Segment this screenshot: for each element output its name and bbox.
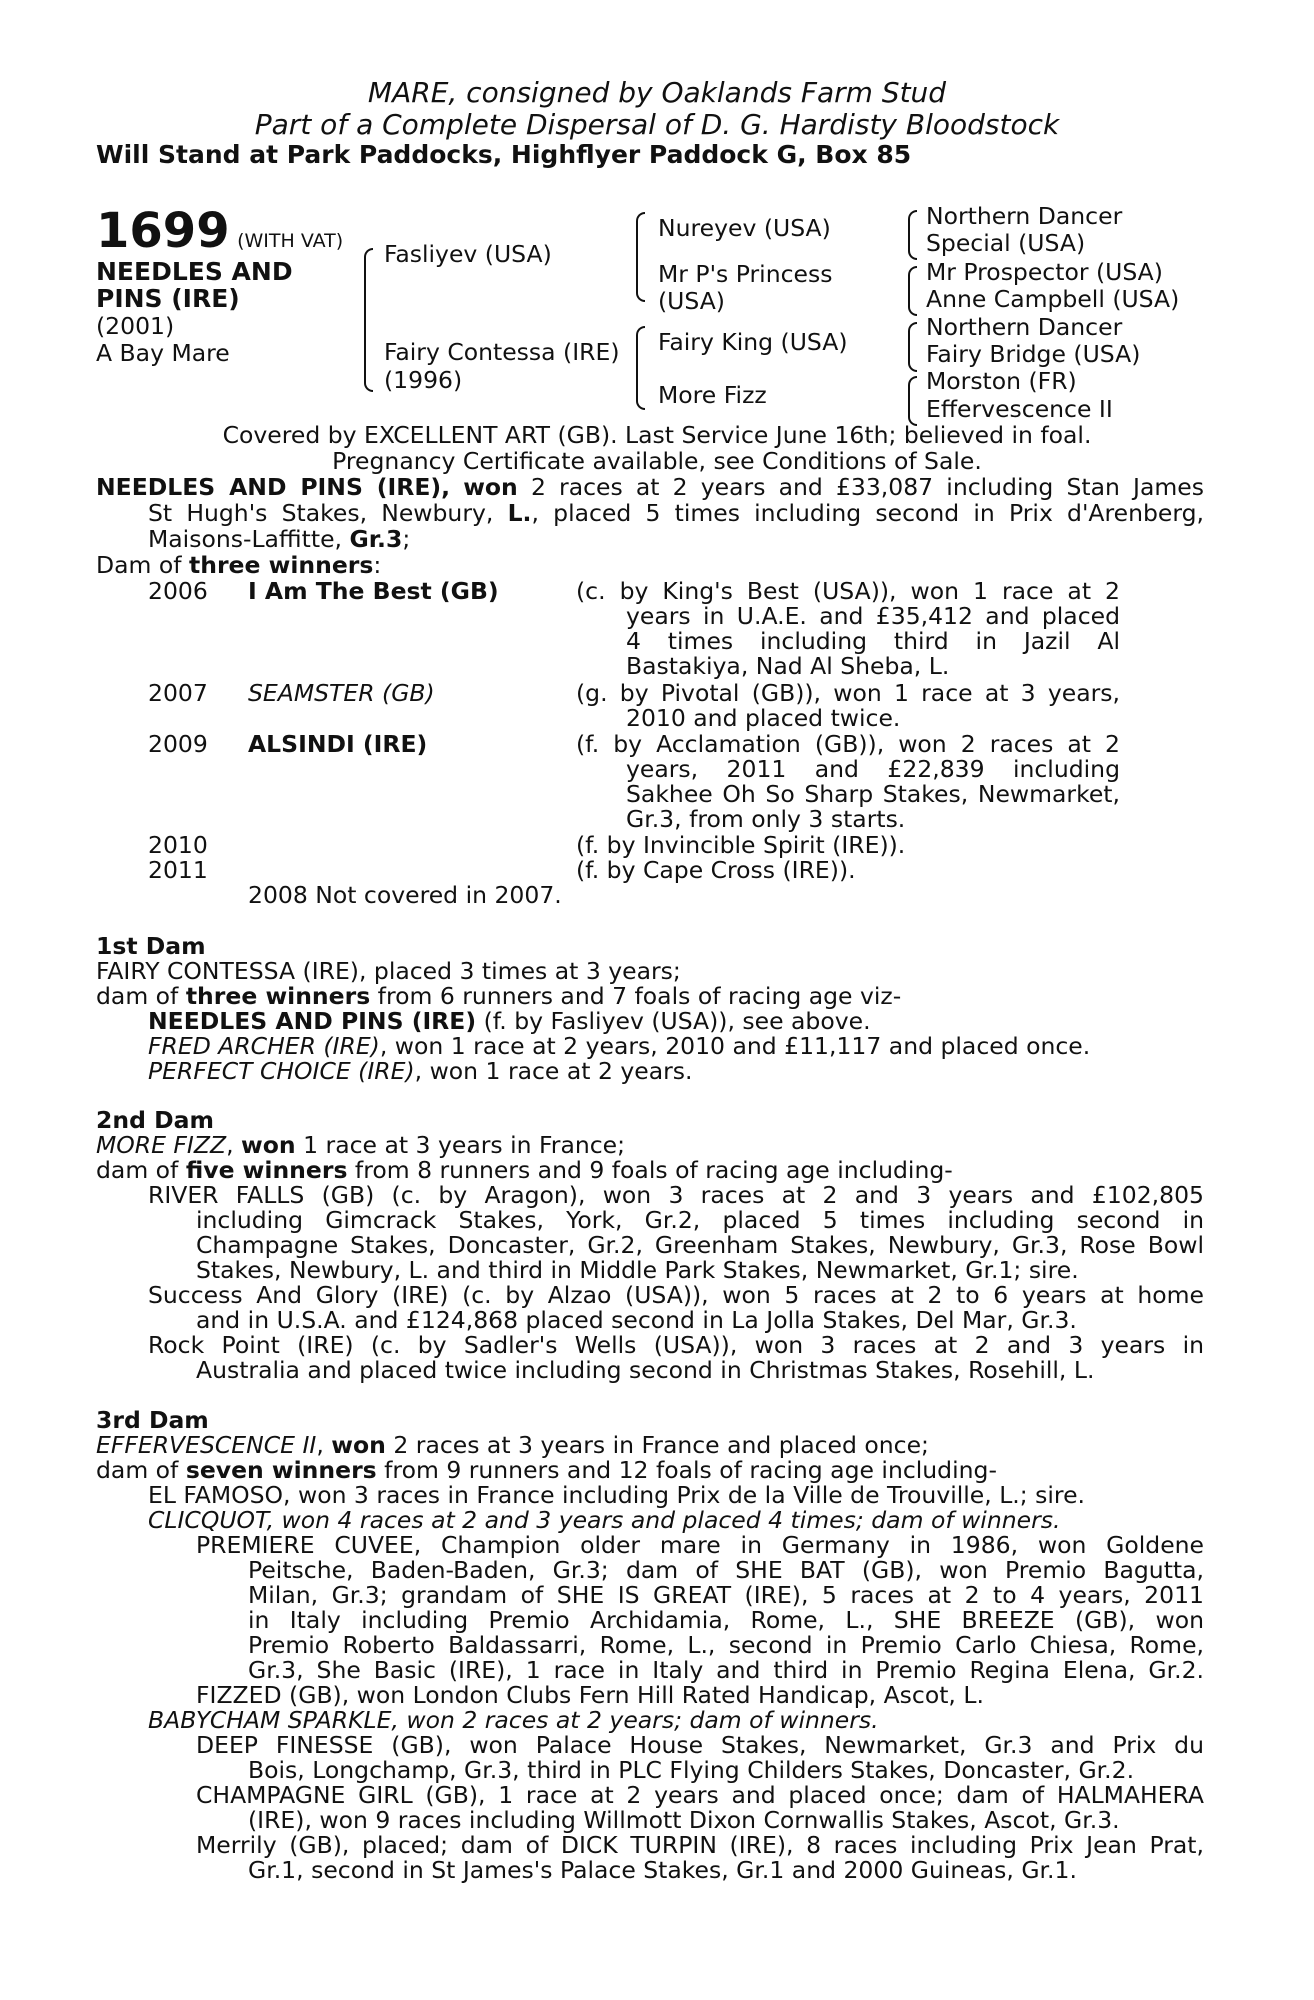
premiere-cuvee-line: Peitsche, Baden-Baden, Gr.3; dam of SHE BAT (GB), won Premio Bagutta, xyxy=(248,1556,1204,1584)
produce-desc-line: Sakhee Oh So Sharp Stakes, Newmarket, xyxy=(626,780,1120,808)
produce-desc-line: (c. by King's Best (USA)), won 1 race at 2 xyxy=(576,577,1120,605)
pedigree-dam: Fairy Contessa (IRE) xyxy=(384,338,620,366)
pedigree-dsd: Fairy Bridge (USA) xyxy=(926,340,1141,368)
brace-dam xyxy=(636,326,645,410)
pedigree-ddd: Effervescence II xyxy=(926,395,1113,423)
second-dam-heading: 2nd Dam xyxy=(96,1106,214,1134)
consignor-heading: MARE, consigned by Oaklands Farm Stud xyxy=(367,76,947,109)
deep-finesse-line: DEEP FINESSE (GB), won Palace House Stakes, Newmarket, Gr.3 and Prix du xyxy=(196,1731,1204,1759)
record-won: won xyxy=(463,473,518,501)
pedigree-sire-sire: Nureyev (USA) xyxy=(658,214,831,242)
success-glory-line: Success And Glory (IRE) (c. by Alzao (USA)), won 5 races at 2 to 6 years at home xyxy=(148,1281,1204,1309)
champagne-girl-line: (IRE), won 9 races including Willmott Dixon Cornwallis Stakes, Ascot, Gr.3. xyxy=(248,1806,1120,1834)
rock-point-line: Rock Point (IRE) (c. by Sadler's Wells (USA)), won 3 races at 2 and 3 years in xyxy=(148,1331,1204,1359)
first-dam-produce xyxy=(148,1009,871,1035)
dam-of-pre: Dam of xyxy=(96,551,182,579)
merrily-line: Gr.1, second in St James's Palace Stakes, Gr.1 and 2000 Guineas, Gr.1. xyxy=(248,1856,1077,1884)
pedigree-dam-year: (1996) xyxy=(384,366,463,394)
first-dam-line2 xyxy=(96,984,901,1010)
deep-finesse-line: Bois, Longchamp, Gr.3, third in PLC Flying Childers Stakes, Doncaster, Gr.2. xyxy=(248,1756,1135,1784)
pedigree-sds: Mr Prospector (USA) xyxy=(926,258,1163,286)
second-dam-line1: MORE FIZZ, won 1 race at 3 years in France; xyxy=(96,1131,626,1159)
record-text2: St Hugh's Stakes, Newbury, xyxy=(148,499,494,527)
clicquot-line: CLICQUOT, won 4 races at 2 and 3 years and placed 4 times; dam of winners. xyxy=(148,1506,1061,1534)
record-text1: 2 races at 2 years and £33,087 including Stan James xyxy=(530,473,1204,501)
race-record-line3 xyxy=(148,527,410,553)
produce-desc-line: (f. by Acclamation (GB)), won 2 races at 2 xyxy=(576,730,1120,758)
winner-count: seven winners xyxy=(185,1456,377,1484)
horse-name-line1: NEEDLES AND xyxy=(96,257,293,286)
first-dam-produce xyxy=(148,1034,1090,1060)
pedigree-dam-sire: Fairy King (USA) xyxy=(658,328,848,356)
horse-name: FRED ARCHER (IRE) xyxy=(148,1032,380,1060)
dam-of-count: three winners xyxy=(189,551,374,579)
lot-number: 1699 xyxy=(96,203,230,259)
not-covered-note: 2008 Not covered in 2007. xyxy=(248,881,562,909)
pedigree-sire: Fasliyev (USA) xyxy=(384,240,552,268)
pedigree-sire-dam-2: (USA) xyxy=(658,287,725,315)
pregnancy-note: Pregnancy Certificate available, see Conditions of Sale. xyxy=(332,447,982,475)
pedigree-ssd: Special (USA) xyxy=(926,229,1086,257)
river-falls-line: Champagne Stakes, Doncaster, Gr.2, Greenham Stakes, Newbury, Gr.3, Rose Bowl xyxy=(196,1231,1204,1259)
pedigree-sdd: Anne Campbell (USA) xyxy=(926,285,1180,313)
third-dam-heading: 3rd Dam xyxy=(96,1406,209,1434)
premiere-cuvee-line: PREMIERE CUVEE, Champion older mare in Germany in 1986, won Goldene xyxy=(196,1531,1204,1559)
dispersal-heading: Part of a Complete Dispersal of D. G. Hardisty Bloodstock xyxy=(254,108,1060,141)
brace-sd xyxy=(908,266,917,316)
produce-year: 2010 xyxy=(148,831,208,859)
race-record-line1 xyxy=(96,475,1204,501)
produce-name: SEAMSTER (GB) xyxy=(248,679,435,707)
river-falls-line: Stakes, Newbury, L. and third in Middle Park Stakes, Newmarket, Gr.1; sire. xyxy=(196,1256,1079,1284)
river-falls-line: including Gimcrack Stakes, York, Gr.2, placed 5 times including second in xyxy=(196,1206,1204,1234)
pedigree-dss: Northern Dancer xyxy=(926,313,1123,341)
brace-sire xyxy=(636,212,645,302)
first-dam-line1: FAIRY CONTESSA (IRE), placed 3 times at 3 years; xyxy=(96,957,681,985)
river-falls-line: RIVER FALLS (GB) (c. by Aragon), won 3 races at 2 and 3 years and £102,805 xyxy=(148,1181,1204,1209)
fizzed-line: FIZZED (GB), won London Clubs Fern Hill Rated Handicap, Ascot, L. xyxy=(196,1681,984,1709)
rock-point-line: Australia and placed twice including second in Christmas Stakes, Rosehill, L. xyxy=(196,1356,1095,1384)
winner-count: five winners xyxy=(185,1156,348,1184)
covered-note: Covered by EXCELLENT ART (GB). Last Service June 16th; believed in foal. xyxy=(222,421,1092,449)
produce-desc-line: (g. by Pivotal (GB)), won 1 race at 3 years, xyxy=(576,679,1120,707)
text: from 6 runners and 7 foals of racing age viz- xyxy=(377,982,902,1010)
horse-name: EFFERVESCENCE II xyxy=(96,1431,317,1459)
horse-description: A Bay Mare xyxy=(96,339,230,367)
second-dam-line2 xyxy=(96,1158,953,1184)
brace-ss xyxy=(908,210,917,260)
won-label: won xyxy=(241,1131,296,1159)
brace-dd xyxy=(908,376,917,426)
premiere-cuvee-line: in Italy including Premio Archidamia, Rome, L., SHE BREEZE (GB), won xyxy=(248,1606,1204,1634)
produce-year: 2011 xyxy=(148,856,208,884)
babycham-line: BABYCHAM SPARKLE, won 2 races at 2 years; dam of winners. xyxy=(148,1706,879,1734)
vat-note: (WITH VAT) xyxy=(237,230,344,252)
text: 2 races at 3 years in France and placed once; xyxy=(393,1431,929,1459)
record-text3: , placed 5 times including second in Prix d'Arenberg, xyxy=(531,499,1204,527)
record-horse-name: NEEDLES AND PINS (IRE), xyxy=(96,473,451,501)
text: , won 1 race at 2 years, 2010 and £11,117 and placed once. xyxy=(379,1032,1091,1060)
race-record-line2 xyxy=(148,501,1204,527)
brace-gen1 xyxy=(364,248,373,392)
pedigree-sire-dam: Mr P's Princess xyxy=(658,260,833,288)
produce-desc-line: Bastakiya, Nad Al Sheba, L. xyxy=(626,652,950,680)
text: dam of xyxy=(96,982,179,1010)
produce-desc-line: 4 times including third in Jazil Al xyxy=(626,627,1120,655)
text: from 8 runners and 9 foals of racing age including- xyxy=(354,1156,953,1184)
el-famoso-line: EL FAMOSO, won 3 races in France including Prix de la Ville de Trouville, L.; sire. xyxy=(148,1481,1086,1509)
premiere-cuvee-line: Milan, Gr.3; grandam of SHE IS GREAT (IRE), 5 races at 2 to 4 years, 2011 xyxy=(248,1581,1204,1609)
foaling-year: (2001) xyxy=(96,312,175,340)
lot-number-block xyxy=(96,203,344,259)
brace-ds xyxy=(908,322,917,372)
produce-desc-line: 2010 and placed twice. xyxy=(626,704,901,732)
text: , won 1 race at 2 years. xyxy=(414,1057,693,1085)
stable-location: Will Stand at Park Paddocks, Highflyer Paddock G, Box 85 xyxy=(96,140,912,169)
text: from 9 runners and 12 foals of racing age including- xyxy=(384,1456,997,1484)
produce-desc-line: years in U.A.E. and £35,412 and placed xyxy=(626,602,1120,630)
record-text5: ; xyxy=(402,525,411,553)
pedigree-sss: Northern Dancer xyxy=(926,202,1123,230)
produce-year: 2009 xyxy=(148,730,208,758)
produce-desc-line: (f. by Invincible Spirit (IRE)). xyxy=(576,831,906,859)
produce-name: I Am The Best (GB) xyxy=(248,577,499,605)
won-label: won xyxy=(331,1431,386,1459)
text: dam of xyxy=(96,1456,179,1484)
champagne-girl-line: CHAMPAGNE GIRL (GB), 1 race at 2 years and placed once; dam of HALMAHERA xyxy=(196,1781,1204,1809)
winner-count: three winners xyxy=(185,982,371,1010)
text: dam of xyxy=(96,1156,179,1184)
pedigree-dam-dam: More Fizz xyxy=(658,381,767,409)
first-dam-produce xyxy=(148,1059,693,1085)
premiere-cuvee-line: Gr.3, She Basic (IRE), 1 race in Italy and third in Premio Regina Elena, Gr.2. xyxy=(248,1656,1204,1684)
produce-name: ALSINDI (IRE) xyxy=(248,730,428,758)
record-listed: L. xyxy=(507,499,532,527)
dam-of-post: : xyxy=(373,551,382,579)
produce-desc-line: Gr.3, from only 3 starts. xyxy=(626,805,906,833)
horse-name: PERFECT CHOICE (IRE) xyxy=(148,1057,415,1085)
record-text4: Maisons-Laffitte, xyxy=(148,525,343,553)
text: 1 race at 3 years in France; xyxy=(303,1131,626,1159)
produce-year: 2007 xyxy=(148,679,208,707)
produce-desc-line: (f. by Cape Cross (IRE)). xyxy=(576,856,856,884)
third-dam-line1: EFFERVESCENCE II, won 2 races at 3 years in France and placed once; xyxy=(96,1431,929,1459)
third-dam-line2 xyxy=(96,1458,997,1484)
horse-name: MORE FIZZ xyxy=(96,1131,227,1159)
horse-name-line2: PINS (IRE) xyxy=(96,284,240,313)
record-gr3: Gr.3 xyxy=(349,525,403,553)
horse-name: NEEDLES AND PINS (IRE) xyxy=(148,1007,477,1035)
merrily-line: Merrily (GB), placed; dam of DICK TURPIN (IRE), 8 races including Prix Jean Prat, xyxy=(196,1831,1204,1859)
dam-of-line xyxy=(96,553,381,579)
premiere-cuvee-line: Premio Roberto Baldassarri, Rome, L., second in Premio Carlo Chiesa, Rome, xyxy=(248,1631,1204,1659)
text: (f. by Fasliyev (USA)), see above. xyxy=(483,1007,871,1035)
pedigree-dds: Morston (FR) xyxy=(926,367,1077,395)
success-glory-line: and in U.S.A. and £124,868 placed second in La Jolla Stakes, Del Mar, Gr.3. xyxy=(196,1306,1077,1334)
produce-year: 2006 xyxy=(148,577,208,605)
produce-desc-line: years, 2011 and £22,839 including xyxy=(626,755,1120,783)
first-dam-heading: 1st Dam xyxy=(96,932,206,960)
